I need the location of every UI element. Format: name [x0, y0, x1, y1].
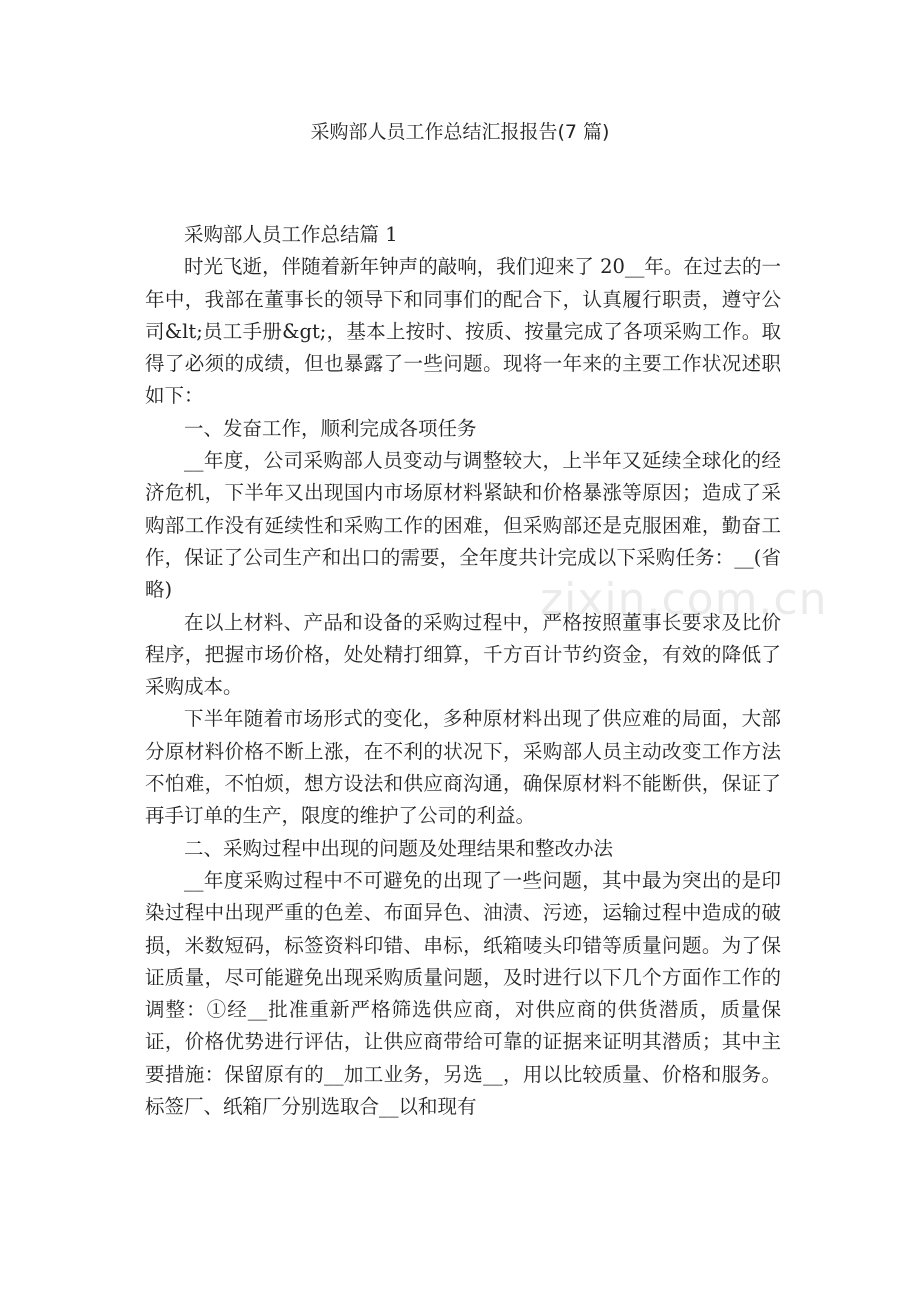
- paragraph: __年度，公司采购部人员变动与调整较大，上半年又延续全球化的经济危机，下半年又出现国内市场原材料紧缺和价格暴涨等原因；造成了采购部工作没有延续性和采购工作的困难，但采购部还是克服困难，勤奋工作，保证了公司生产和出口的需要，全年度共计完成以下采购任务：__(省略): [145, 449, 781, 602]
- paragraph: 时光飞逝，伴随着新年钟声的敲响，我们迎来了 20__年。在过去的一年中，我部在董事长的领导下和同事们的配合下，认真履行职责，遵守公司&lt;员工手册&gt;，基本上按时、按质、按量完成了各项采购工作。取得了必须的成绩，但也暴露了一些问题。现将一年来的主要工作状况述职如下：: [145, 255, 781, 408]
- paragraph: __年度采购过程中不可避免的出现了一些问题，其中最为突出的是印染过程中出现严重的色差、布面异色、油渍、污迹，运输过程中造成的破损，米数短码，标签资料印错、串标，纸箱唛头印错等质量问题。为了保证质量，尽可能避免出现采购质量问题，及时进行以下几个方面作工作的调整：①经__批准重新严格筛选供应商，对供应商的供货潜质，质量保证，价格优势进行评估，让供应商带给可靠的证据来证明其潜质；其中主要措施：保留原有的__加工业务，另选__，用以比较质量、价格和服务。标签厂、纸箱厂分别选取合__以和现有: [145, 868, 781, 1119]
- document-title: 采购部人员工作总结汇报报告(7 篇): [310, 121, 610, 143]
- paragraph: 在以上材料、产品和设备的采购过程中，严格按照董事长要求及比价程序，把握市场价格，处处精打细算，千方百计节约资金，有效的降低了采购成本。: [145, 610, 781, 699]
- section-heading: 二、采购过程中出现的问题及处理结果和整改办法: [184, 836, 614, 860]
- watermark: zixin.com.cn: [540, 574, 828, 625]
- section-heading: 一、发奋工作，顺利完成各项任务: [184, 416, 477, 440]
- section-heading: 采购部人员工作总结篇 1: [184, 223, 398, 246]
- paragraph: 下半年随着市场形式的变化，多种原材料出现了供应难的局面，大部分原材料价格不断上涨，在不利的状况下，采购部人员主动改变工作方法不怕难，不怕烦，想方设法和供应商沟通，确保原材料不能断供，保证了再手订单的生产，限度的维护了公司的利益。: [145, 707, 781, 828]
- document-body: [145, 219, 781, 1123]
